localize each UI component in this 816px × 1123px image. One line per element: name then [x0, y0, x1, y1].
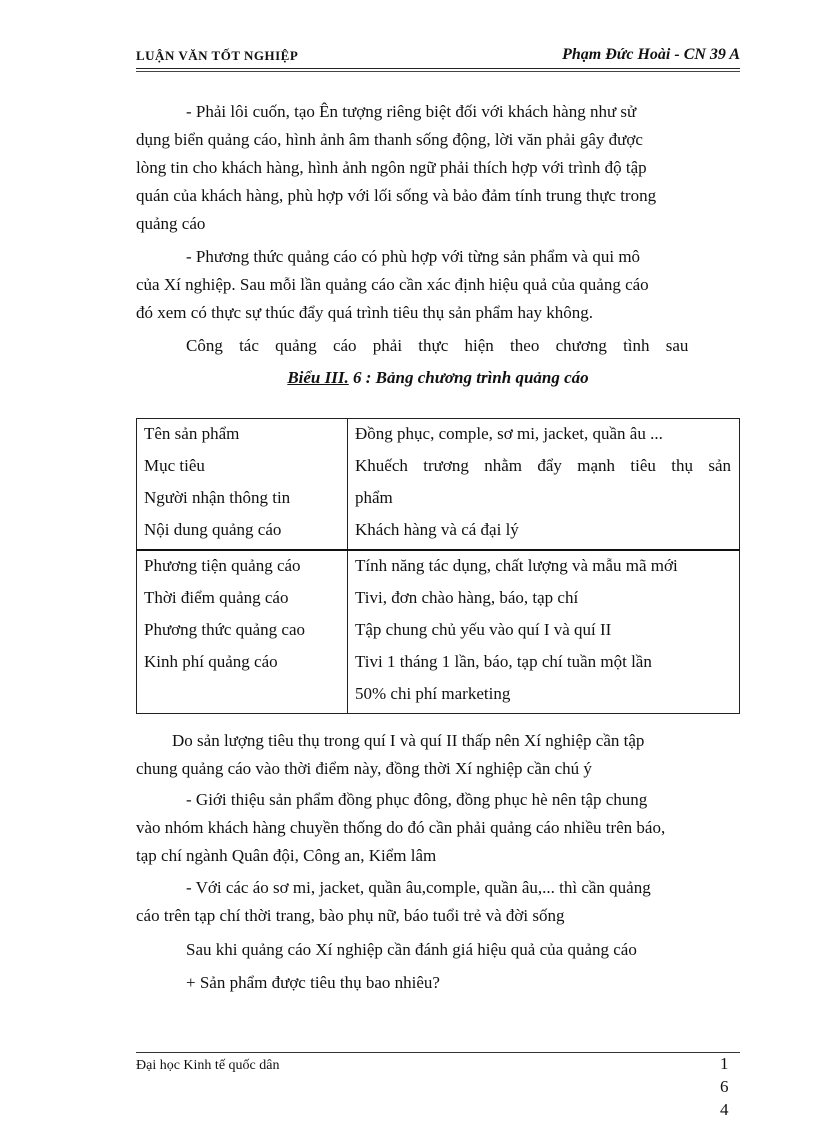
table-cell [348, 419, 740, 551]
text-line: lòng tin cho khách hàng, hình ảnh ngôn ngữ phải thích hợp với trình độ tập [136, 158, 647, 177]
header-title: LUẬN VĂN TỐT NGHIỆP [136, 48, 299, 63]
text-line: - Phương thức quảng cáo có phù hợp với từng sản phẩm và qui mô [186, 247, 641, 266]
paragraph-3: Công tác quảng cáo phải thực hiện theo chương tình sau [186, 336, 689, 355]
advertising-program-table [136, 418, 740, 714]
row-label: Nội dung quảng cáo [144, 520, 282, 539]
page-number-digit: 4 [720, 1100, 729, 1119]
table-row [137, 419, 740, 551]
paragraph-6 [136, 874, 740, 930]
footer-university: Đại học Kinh tế quốc dân [136, 1058, 280, 1073]
caption-title: 6 : Bảng chương trình quảng cáo [348, 368, 589, 387]
text-line: cáo trên tạp chí thời trang, bào phụ nữ, báo tuổi trẻ và đời sống [136, 906, 565, 925]
table-cell [137, 419, 348, 551]
row-label-empty [144, 681, 347, 713]
row-value: Tính năng tác dụng, chất lượng và mẫu mã mới [355, 556, 678, 575]
text-line: của Xí nghiệp. Sau mỗi lần quảng cáo cần xác định hiệu quả của quảng cáo [136, 275, 649, 294]
text-line: Do sản lượng tiêu thụ trong quí I và quí II thấp nên Xí nghiệp cần tập [172, 731, 645, 750]
paragraph-8: + Sản phẩm được tiêu thụ bao nhiêu? [186, 973, 440, 992]
table-cell [137, 550, 348, 714]
row-label: Tên sản phẩm [144, 424, 240, 443]
header-rule [136, 68, 740, 69]
text-line: quảng cáo [136, 214, 206, 233]
text-line: chung quảng cáo vào thời điểm này, đồng thời Xí nghiệp cần chú ý [136, 759, 592, 778]
row-label: Phương thức quảng cao [144, 620, 306, 639]
row-value: Khách hàng và cá đại lý [355, 520, 519, 539]
header-author: Phạm Đức Hoài - CN 39 A [562, 46, 740, 63]
row-label: Mục tiêu [144, 456, 205, 475]
row-label: Thời điểm quảng cáo [144, 588, 289, 607]
header-rule-thin [136, 71, 740, 72]
paragraph-4 [136, 727, 740, 783]
row-value: 50% chi phí marketing [355, 684, 511, 703]
page-number-digit: 1 [720, 1054, 729, 1073]
page-number-digit: 6 [720, 1077, 729, 1096]
row-label: Người nhận thông tin [144, 488, 291, 507]
text-line: - Giới thiệu sản phẩm đồng phục đông, đồng phục hè nên tập chung [186, 790, 648, 809]
row-label: Phương tiện quảng cáo [144, 556, 301, 575]
text-line: - Với các áo sơ mi, jacket, quần âu,comple, quần âu,... thì cần quảng [186, 878, 651, 897]
row-value: Tivi 1 tháng 1 lần, báo, tạp chí tuần một lần [355, 652, 652, 671]
paragraph-1 [136, 98, 740, 238]
table-cell [348, 550, 740, 714]
text-line: - Phải lôi cuốn, tạo Ên tượng riêng biệt đối với khách hàng như sử [186, 102, 637, 121]
caption-label: Biểu III. [287, 368, 349, 387]
row-value: Đồng phục, comple, sơ mi, jacket, quần âu ... [355, 424, 663, 443]
paragraph-2 [136, 243, 740, 327]
text-line: quán của khách hàng, phù hợp với lối sống và bảo đảm tính trung thực trong [136, 186, 657, 205]
paragraph-5 [136, 786, 740, 870]
text-line: vào nhóm khách hàng chuyền thống do đó cần phải quảng cáo nhiều trên báo, [136, 818, 666, 837]
text-line: đó xem có thực sự thúc đẩy quá trình tiêu thụ sản phẩm hay không. [136, 303, 594, 322]
row-value: Tivi, đơn chào hàng, báo, tạp chí [355, 588, 579, 607]
row-value: Tập chung chủ yếu vào quí I và quí II [355, 620, 612, 639]
row-label: Kinh phí quảng cáo [144, 652, 278, 671]
footer-rule [136, 1052, 740, 1053]
text-line: tạp chí ngành Quân đội, Công an, Kiểm lâm [136, 846, 437, 865]
paragraph-7: Sau khi quảng cáo Xí nghiệp cần đánh giá hiệu quả của quảng cáo [186, 940, 637, 959]
row-value: phẩm [355, 488, 393, 507]
table-row [137, 550, 740, 714]
row-value: Khuếch trương nhằm đẩy mạnh tiêu thụ sản [355, 456, 731, 475]
table-caption [136, 368, 740, 388]
text-line: dụng biển quảng cáo, hình ảnh âm thanh sống động, lời văn phải gây được [136, 130, 643, 149]
